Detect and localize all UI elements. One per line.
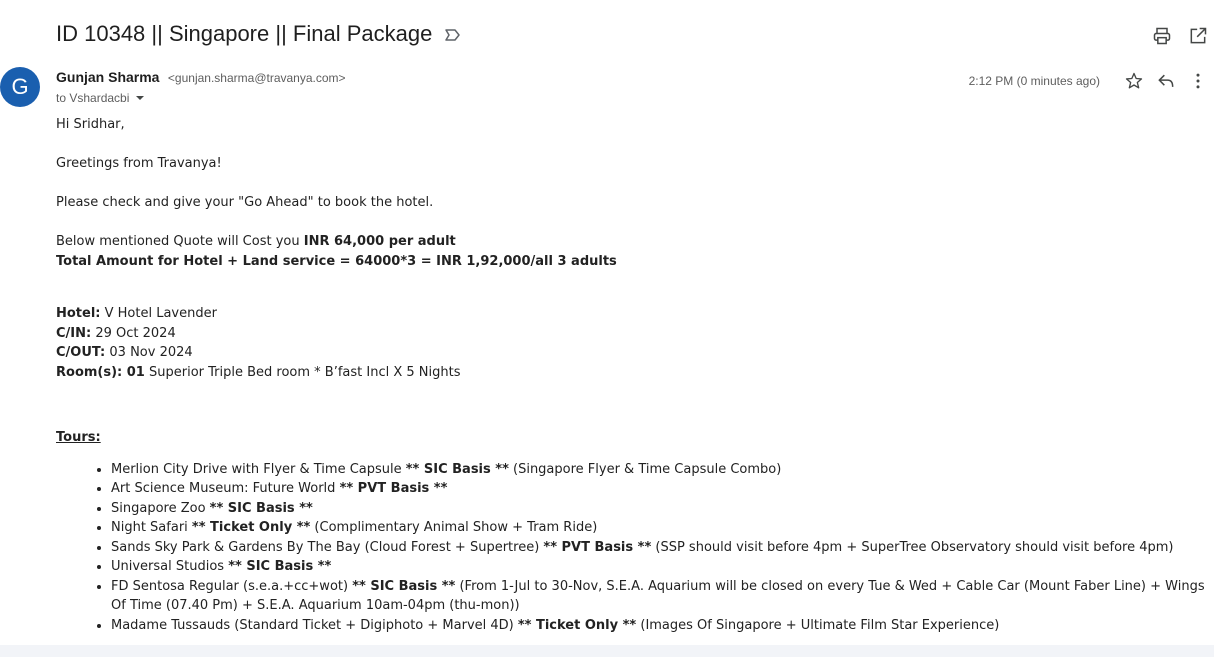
tour-name: FD Sentosa Regular (s.e.a.+cc+wot) [111, 578, 353, 594]
tour-name: Merlion City Drive with Flyer & Time Capsule [111, 461, 406, 477]
message-meta [969, 69, 1210, 93]
total-amount: Total Amount for Hotel + Land service = 64000*3 = INR 1,92,000/all 3 adults [56, 253, 617, 269]
print-icon[interactable] [1150, 24, 1174, 48]
hotel-line [56, 304, 1206, 324]
tour-name: Sands Sky Park & Gardens By The Bay (Cloud Forest + Supertree) [111, 539, 544, 555]
tour-name: Madame Tussauds (Standard Ticket + Digiphoto + Marvel 4D) [111, 617, 518, 633]
avatar-initial: G [11, 74, 29, 99]
checkout-label: C/OUT: [56, 345, 106, 360]
go-ahead-line: Please check and give your "Go Ahead" to book the hotel. [56, 195, 434, 210]
tour-name: Universal Studios [111, 559, 229, 574]
list-item [111, 499, 1206, 519]
tour-basis: ** PVT Basis ** [339, 481, 448, 496]
tour-basis: ** Ticket Only ** [191, 520, 311, 535]
thread-actions [1150, 24, 1210, 48]
greetings-line: Greetings from Travanya! [56, 156, 222, 171]
tour-basis: ** PVT Basis ** [543, 539, 652, 555]
quote-prefix: Below mentioned Quote will Cost you [56, 234, 304, 249]
checkin-line [56, 324, 1206, 344]
total-line [56, 252, 1206, 272]
list-item [111, 479, 1206, 499]
tour-note: (Complimentary Animal Show + Tram Ride) [310, 520, 598, 535]
greeting: Hi Sridhar, [56, 117, 125, 132]
timestamp: 2:12 PM (0 minutes ago) [968, 74, 1100, 88]
tour-basis: ** SIC Basis ** [405, 461, 509, 477]
room-value: Superior Triple Bed room * B’fast Incl X 5 Nights [144, 364, 461, 380]
list-item [111, 557, 1206, 577]
quote-amount: INR 64,000 per adult [303, 234, 456, 249]
open-in-new-window-icon[interactable] [1186, 24, 1210, 48]
tour-note: (From 1-Jul to 30-Nov, S.E.A. Aquarium will be closed on every Tue & Wed + Cable Car (Mount Faber Line) + Wings Of Time (07.40 Pm) + S.E.A. Aquarium 10am-04pm (thu-mon)) [111, 578, 1205, 613]
sender-line [56, 69, 346, 87]
email-subject [56, 19, 462, 49]
reply-icon[interactable] [1154, 69, 1178, 93]
tour-basis: ** SIC Basis ** [228, 559, 332, 574]
tour-name: Singapore Zoo [111, 500, 210, 516]
list-item [111, 460, 1206, 480]
recipient-line[interactable] [56, 91, 145, 105]
bottom-strip [0, 645, 1214, 657]
label-outline-icon[interactable] [444, 26, 462, 44]
hotel-value: V Hotel Lavender [100, 306, 217, 321]
sender-email: <gunjan.sharma@travanya.com> [167, 71, 346, 85]
list-item [111, 518, 1206, 538]
tour-note: (SSP should visit before 4pm + SuperTree Observatory should visit before 4pm) [651, 539, 1174, 555]
tour-name: Art Science Museum: Future World [111, 481, 340, 496]
tour-name: Night Safari [111, 520, 192, 535]
caret-down-icon[interactable] [135, 93, 145, 103]
avatar[interactable] [0, 67, 40, 107]
tour-note: (Images Of Singapore + Ultimate Film Star Experience) [636, 617, 1000, 633]
email-body [56, 115, 1206, 635]
room-line [56, 363, 1206, 383]
star-icon[interactable] [1122, 69, 1146, 93]
tours-heading [56, 428, 1206, 448]
tour-basis: ** SIC Basis ** [352, 578, 456, 594]
hotel-label: Hotel: [56, 306, 101, 321]
tours-list [56, 460, 1206, 636]
more-vertical-icon[interactable] [1186, 69, 1210, 93]
quote-line [56, 232, 1206, 252]
room-label: Room(s): 01 [56, 364, 145, 380]
tour-basis: ** Ticket Only ** [517, 617, 637, 633]
list-item [111, 577, 1206, 616]
checkin-value: 29 Oct 2024 [91, 325, 176, 341]
checkout-value: 03 Nov 2024 [105, 345, 193, 360]
checkin-label: C/IN: [56, 325, 92, 341]
recipient-text: to Vshardacbi [56, 91, 130, 105]
checkout-line [56, 343, 1206, 363]
list-item [111, 538, 1206, 558]
list-item [111, 616, 1206, 636]
tours-title: Tours: [56, 430, 101, 445]
subject-text: ID 10348 || Singapore || Final Package [56, 21, 433, 46]
tour-basis: ** SIC Basis ** [209, 500, 313, 516]
tour-note: (Singapore Flyer & Time Capsule Combo) [508, 461, 782, 477]
sender-name[interactable]: Gunjan Sharma [56, 69, 160, 85]
